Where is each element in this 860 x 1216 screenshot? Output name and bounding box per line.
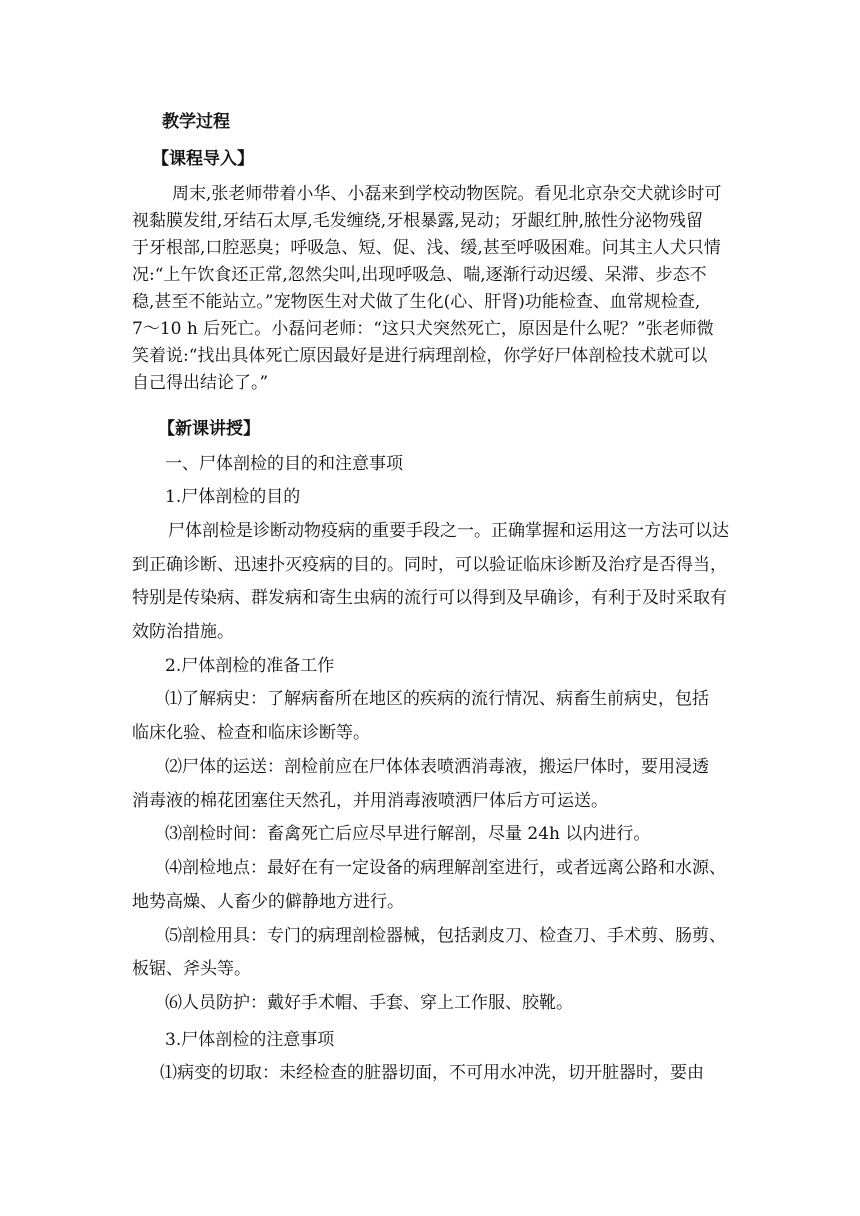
subheading-1: 1.尸体剖检的目的 bbox=[165, 487, 301, 507]
page-title: 教学过程 bbox=[162, 112, 230, 132]
paragraph-line: 自己得出结论了。” bbox=[132, 373, 269, 393]
paragraph-line: 特别是传染病、群发病和寄生虫病的流行可以得到及早确诊，有利于及时采取有 bbox=[132, 588, 727, 608]
paragraph-line: 尸体剖检是诊断动物疫病的重要手段之一。正确掌握和运用这一方法可以达 bbox=[168, 521, 729, 541]
paragraph-line: 到正确诊断、迅速扑灭疫病的目的。同时，可以验证临床诊断及治疗是否得当， bbox=[132, 555, 727, 575]
list-item: ⑸剖检用具：专门的病理剖检器械，包括剥皮刀、检查刀、手术剪、肠剪、 bbox=[165, 926, 726, 946]
subheading-3: 3.尸体剖检的注意事项 bbox=[165, 1030, 335, 1050]
paragraph-line: 稳,甚至不能站立。”宠物医生对犬做了生化(心、肝肾)功能检查、血常规检查, bbox=[132, 292, 701, 312]
subheading-2: 2.尸体剖检的准备工作 bbox=[165, 656, 335, 676]
paragraph-line: 于牙根部,口腔恶臭；呼吸急、短、促、浅、缓,甚至呼吸困难。问其主人犬只情 bbox=[132, 238, 721, 258]
paragraph-line: 板锯、斧头等。 bbox=[132, 959, 251, 979]
paragraph-line: 临床化验、检查和临床诊断等。 bbox=[132, 723, 370, 743]
list-item: ⑴病变的切取：未经检查的脏器切面，不可用水冲洗，切开脏器时，要由 bbox=[160, 1063, 704, 1083]
list-item: ⑶剖检时间：畜禽死亡后应尽早进行解剖，尽量 24h 以内进行。 bbox=[165, 824, 651, 844]
list-item: ⑷剖检地点：最好在有一定设备的病理解剖室进行，或者远离公路和水源、 bbox=[165, 858, 726, 878]
paragraph-line: 笑着说:“找出具体死亡原因最好是进行病理剖检，你学好尸体剖检技术就可以 bbox=[132, 346, 708, 366]
list-item: ⑹人员防护：戴好手术帽、手套、穿上工作服、胶靴。 bbox=[165, 993, 573, 1013]
paragraph-line: 周末,张老师带着小华、小磊来到学校动物医院。看见北京杂交犬就诊时可 bbox=[172, 184, 722, 204]
list-item: ⑵尸体的运送：剖检前应在尸体体表喷洒消毒液，搬运尸体时，要用浸透 bbox=[165, 757, 709, 777]
heading-1: 一、尸体剖检的目的和注意事项 bbox=[165, 454, 403, 474]
paragraph-line: 7～10 h 后死亡。小磊问老师：“这只犬突然死亡，原因是什么呢？”张老师微 bbox=[132, 319, 714, 339]
section-heading-intro: 【课程导入】 bbox=[152, 149, 254, 169]
paragraph-line: 效防治措施。 bbox=[132, 622, 234, 642]
section-heading-new: 【新课讲授】 bbox=[158, 419, 260, 439]
paragraph-line: 消毒液的棉花团塞住天然孔，并用消毒液喷洒尸体后方可运送。 bbox=[132, 791, 608, 811]
paragraph-line: 地势高燥、人畜少的僻静地方进行。 bbox=[132, 892, 404, 912]
paragraph-line: 况:“上午饮食还正常,忽然尖叫,出现呼吸急、喘,逐渐行动迟缓、呆滞、步态不 bbox=[132, 265, 707, 285]
list-item: ⑴了解病史：了解病畜所在地区的疾病的流行情况、病畜生前病史，包括 bbox=[165, 689, 709, 709]
paragraph-line: 视黏膜发绀,牙结石太厚,毛发缠绕,牙根暴露,晃动；牙龈红肿,脓性分泌物残留 bbox=[132, 211, 704, 231]
